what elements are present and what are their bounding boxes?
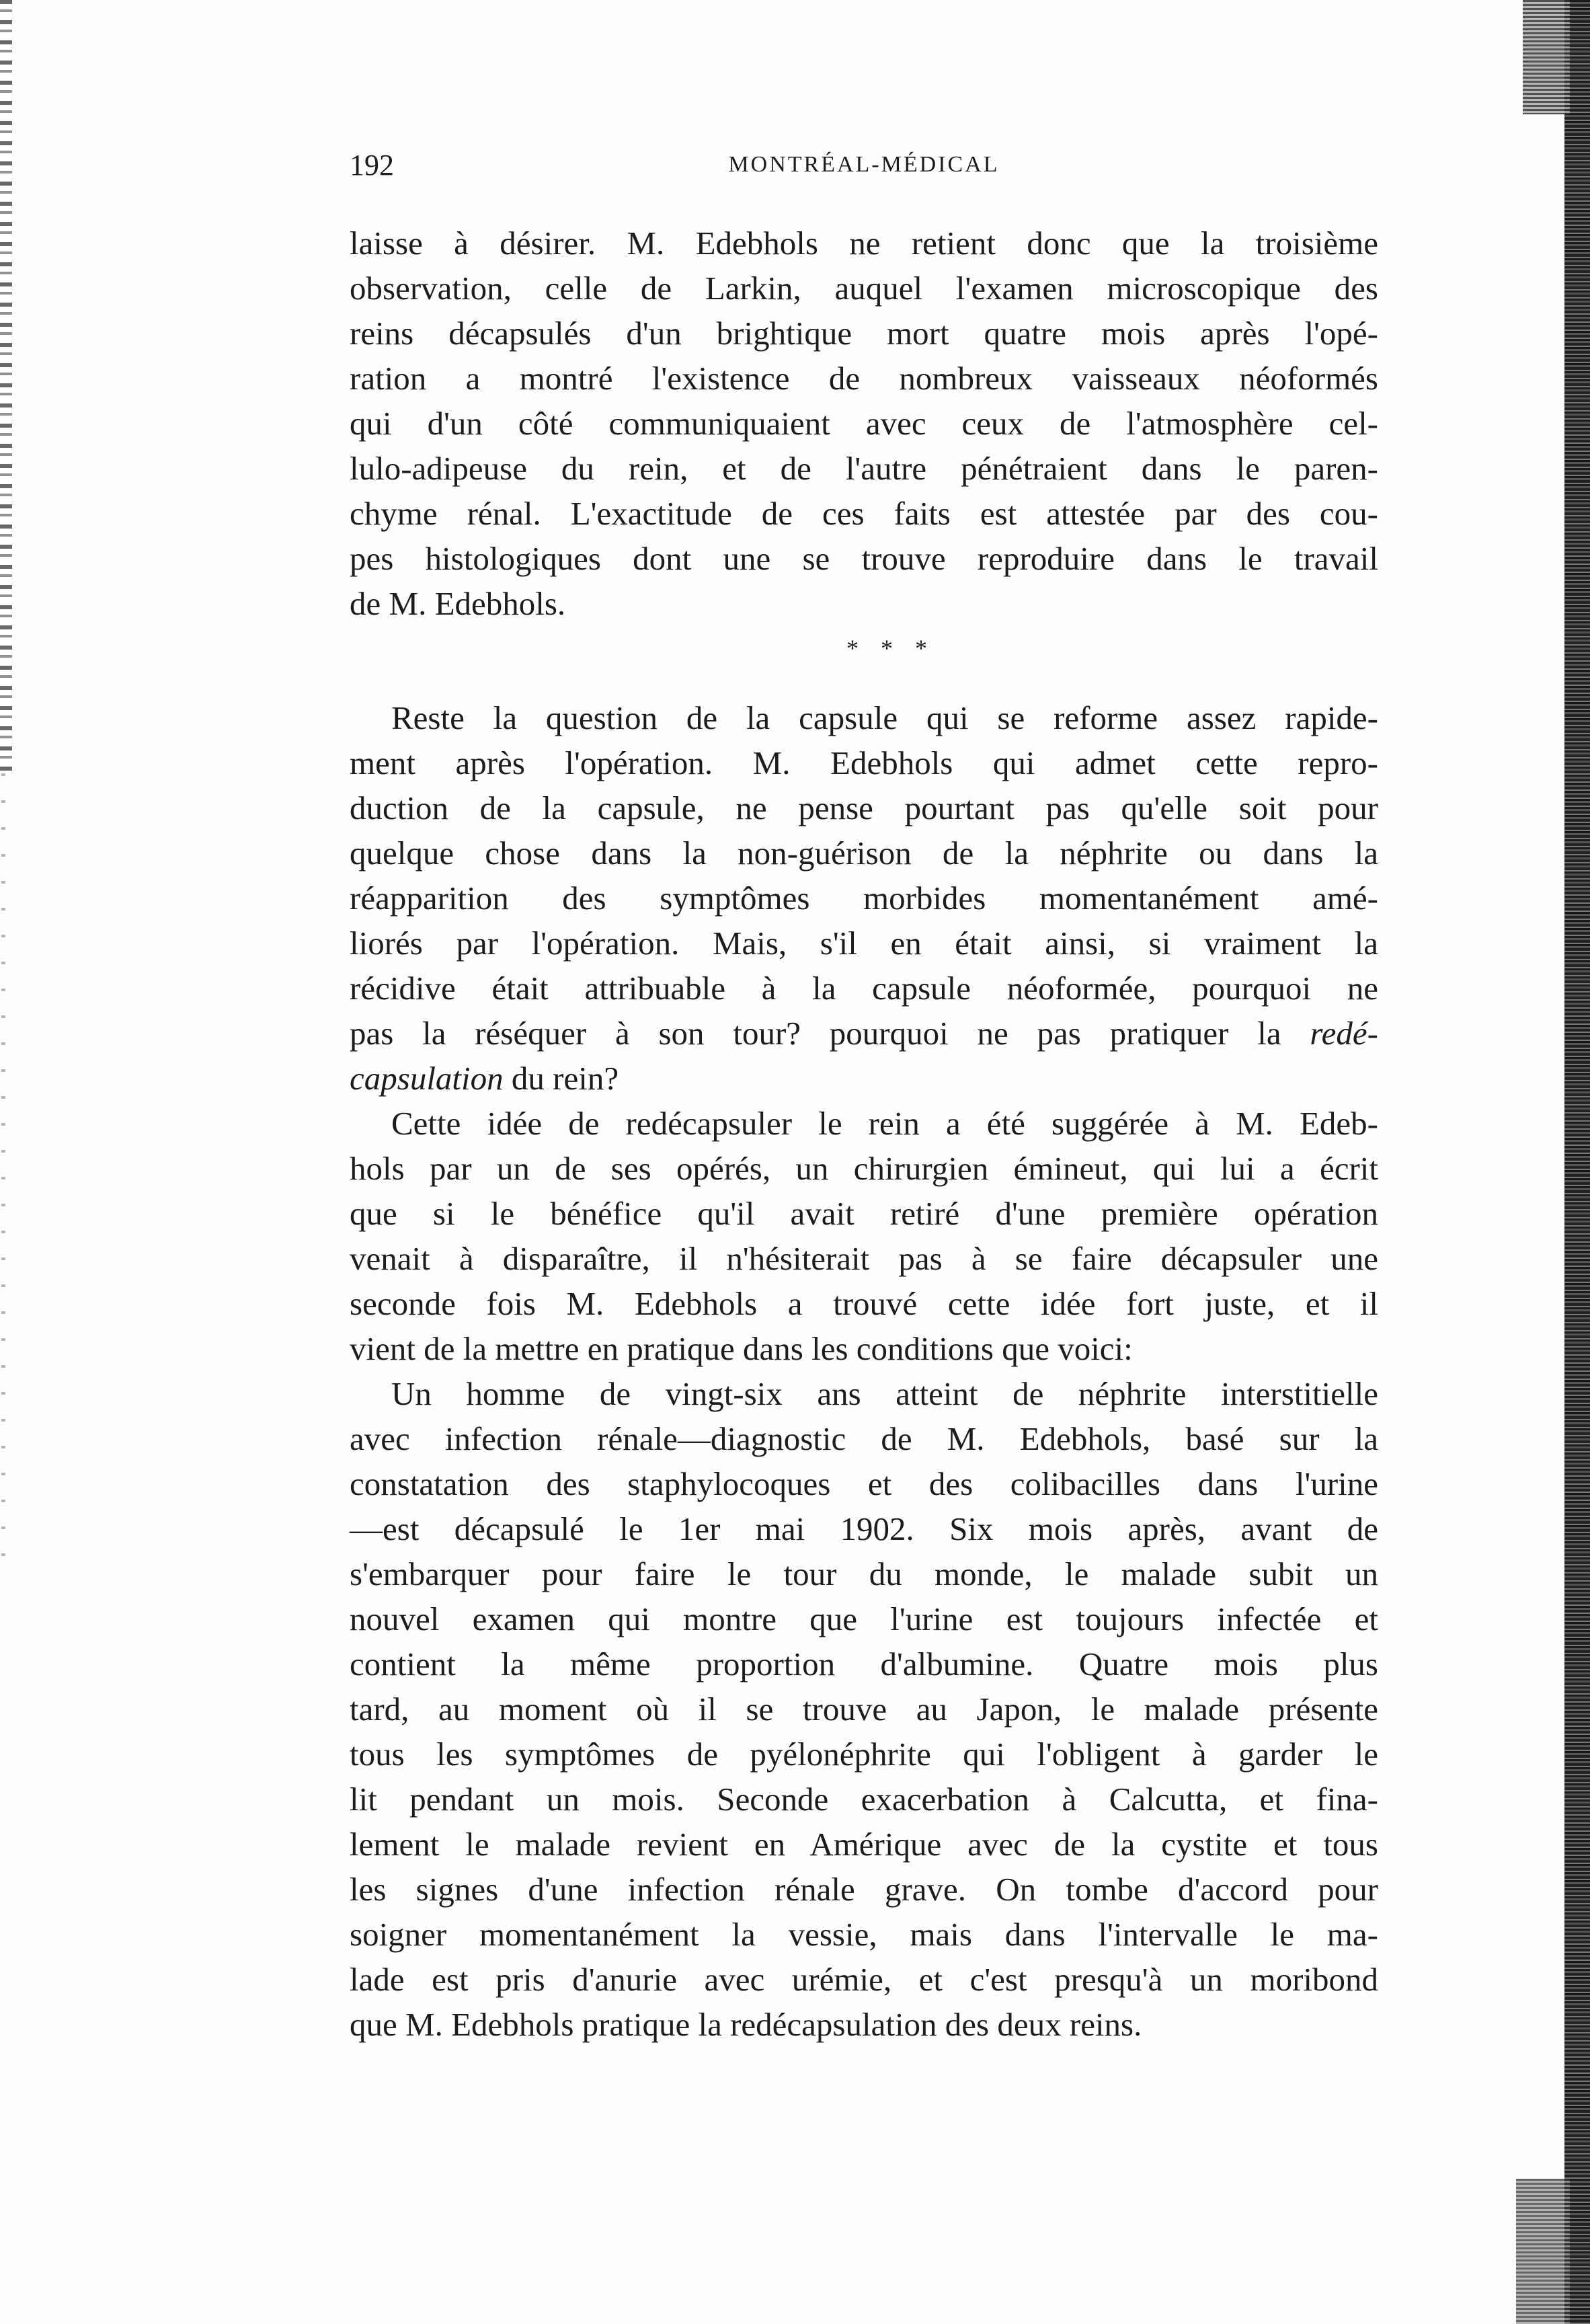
text-line: constatation des staphylocoques et des colibacilles dans l'urine xyxy=(350,1465,1378,1502)
text-line: lulo-adipeuse du rein, et de l'autre pénétraient dans le paren- xyxy=(350,450,1378,487)
text-line: que M. Edebhols pratique la redécapsulation des deux reins. xyxy=(350,2006,1142,2043)
text-line: que si le bénéfice qu'il avait retiré d'une première opération xyxy=(350,1195,1378,1232)
text-line: avec infection rénale—diagnostic de M. Edebhols, basé sur la xyxy=(350,1420,1378,1457)
text-line: laisse à désirer. M. Edebhols ne retient donc que la troisième xyxy=(350,225,1378,262)
text-line: Reste la question de la capsule qui se reforme assez rapide- xyxy=(391,699,1378,736)
text-line: vient de la mettre en pratique dans les conditions que voici: xyxy=(350,1330,1133,1367)
text-line: réapparition des symptômes morbides momentanément amé- xyxy=(350,880,1378,917)
text-line-with-italic xyxy=(350,1011,1378,1056)
text-line: Un homme de vingt-six ans atteint de néphrite interstitielle xyxy=(391,1375,1378,1412)
text-line: les signes d'une infection rénale grave. On tombe d'accord pour xyxy=(350,1871,1378,1908)
text-line: ment après l'opération. M. Edebhols qui admet cette repro- xyxy=(350,744,1378,781)
section-separator: * * * xyxy=(846,635,935,662)
running-head: MONTRÉAL-MÉDICAL xyxy=(728,152,1000,177)
text-line: nouvel examen qui montre que l'urine est toujours infectée et xyxy=(350,1600,1378,1637)
text-line: récidive était attribuable à la capsule néoformée, pourquoi ne xyxy=(350,970,1378,1007)
text-line: seconde fois M. Edebhols a trouvé cette idée fort juste, et il xyxy=(350,1285,1378,1322)
italic-term: redé- xyxy=(1310,1015,1378,1052)
scan-edge-left-lower xyxy=(1,773,5,1580)
text-line: venait à disparaître, il n'hésiterait pas à se faire décapsuler une xyxy=(350,1240,1378,1277)
text-line: lit pendant un mois. Seconde exacerbation à Calcutta, et fina- xyxy=(350,1781,1378,1818)
text-line: contient la même proportion d'albumine. Quatre mois plus xyxy=(350,1645,1378,1682)
text-line: tous les symptômes de pyélonéphrite qui l'obligent à garder le xyxy=(350,1736,1378,1773)
text-segment: pas la réséquer à son tour? pourquoi ne pas pratiquer la xyxy=(350,1015,1281,1052)
text-line: reins décapsulés d'un brightique mort quatre mois après l'opé- xyxy=(350,315,1378,352)
text-line: Cette idée de redécapsuler le rein a été suggérée à M. Edeb- xyxy=(391,1105,1378,1142)
text-line: ration a montré l'existence de nombreux vaisseaux néoformés xyxy=(350,360,1378,397)
text-line: observation, celle de Larkin, auquel l'examen microscopique des xyxy=(350,270,1378,307)
text-line: de M. Edebhols. xyxy=(350,585,566,622)
text-line: tard, au moment où il se trouve au Japon, le malade présente xyxy=(350,1691,1378,1728)
text-line: pes histologiques dont une se trouve reproduire dans le travail xyxy=(350,540,1378,577)
italic-term: capsulation xyxy=(350,1060,504,1097)
text-line: duction de la capsule, ne pense pourtant pas qu'elle soit pour xyxy=(350,789,1378,826)
body-text xyxy=(350,221,1378,2047)
text-line: s'embarquer pour faire le tour du monde, le malade subit un xyxy=(350,1555,1378,1592)
spacer xyxy=(350,671,1378,695)
text-line: quelque chose dans la non-guérison de la néphrite ou dans la xyxy=(350,835,1378,872)
scan-edge-right-bottom xyxy=(1516,2179,1570,2324)
scan-edge-right xyxy=(1564,0,1590,2324)
text-line: qui d'un côté communiquaient avec ceux de l'atmosphère cel- xyxy=(350,405,1378,442)
text-line: lement le malade revient en Amérique avec de la cystite et tous xyxy=(350,1826,1378,1863)
text-line: hols par un de ses opérés, un chirurgien émineut, qui lui a écrit xyxy=(350,1150,1378,1187)
text-line: chyme rénal. L'exactitude de ces faits est attestée par des cou- xyxy=(350,495,1378,532)
page-header xyxy=(350,148,1378,188)
page-number: 192 xyxy=(350,149,394,182)
scan-edge-left xyxy=(0,0,12,773)
text-line: liorés par l'opération. Mais, s'il en était ainsi, si vraiment la xyxy=(350,925,1378,962)
text-segment: du rein? xyxy=(503,1060,619,1097)
text-line: soigner momentanément la vessie, mais dans l'intervalle le ma- xyxy=(350,1916,1378,1953)
scan-edge-right-top xyxy=(1523,0,1570,114)
text-line: lade est pris d'anurie avec urémie, et c'est presqu'à un moribond xyxy=(350,1961,1378,1998)
text-line-with-italic xyxy=(350,1056,1378,1101)
text-line: —est décapsulé le 1er mai 1902. Six mois après, avant de xyxy=(350,1510,1378,1547)
